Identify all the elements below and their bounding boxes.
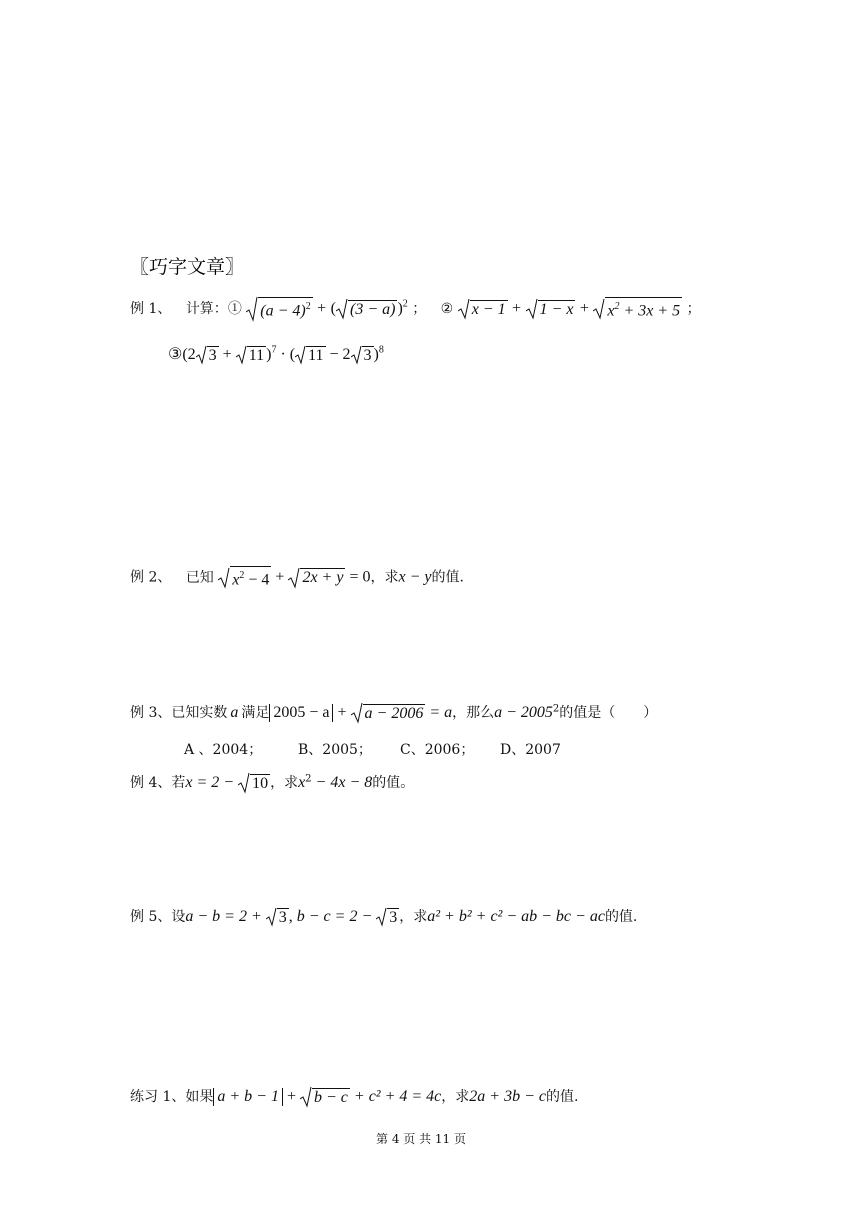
sqrt-sign (458, 298, 470, 320)
item-3-marker: ③ (168, 346, 183, 363)
choice-a: A 、2004； (184, 742, 263, 758)
example-5-label: 例 5、 (130, 909, 172, 925)
example-3: 例 3、已知实数 a 满足 2005 − a + a − 2006 = a，那么$a - 2005^2$的值是（ ） (130, 703, 658, 722)
practice-1-label: 练习 1、 (130, 1089, 186, 1105)
item-2-marker: ② (440, 301, 454, 317)
page-footer: 第 4 页 共 11 页 (376, 1132, 466, 1146)
choice-d: D、2007 (500, 742, 561, 758)
choice-b: B、2005； (298, 742, 372, 758)
radicand: x − 1 (471, 300, 506, 318)
practice-1: 练习 1、如果 a + b − 1 + b − c + c² + 4 = 4c，求2a + 3b − c的值. (130, 1088, 579, 1106)
example-1-part-3: ③(2 3 + 11 )$^7$ · ( 11 − 2 3 )$^8$ (168, 344, 384, 364)
radicand: $(a - 4)^2$ (258, 297, 312, 320)
sqrt-sign (246, 296, 258, 322)
choice-c: C、2006； (400, 742, 475, 758)
example-4: 例 4、若x = 2 − 10 ，求$x^2 - 4x - 8$的值。 (130, 773, 415, 792)
section-title: 〖巧字文章〗 (130, 256, 245, 278)
absolute-value: a + b − 1 (213, 1088, 283, 1106)
example-1-verb: 计算： (185, 301, 228, 317)
example-2-label: 例 2、 (130, 569, 172, 586)
sqrt-sign (526, 298, 538, 320)
example-3-label: 例 3、 (130, 705, 172, 721)
example-5: 例 5、设a − b = 2 + 3 , b − c = 2 − 3 ，求a² + b² + c² − ab − bc − ac的值. (130, 908, 638, 926)
example-2: 例 2、 已知 $x^2 - 4 + 2x + y = 0$，求x − y的值. (130, 566, 464, 589)
item-1-marker: ① (227, 301, 242, 317)
example-4-label: 例 4、 (130, 775, 172, 791)
example-1-label: 例 1、 (130, 301, 172, 317)
absolute-value: 2005 − a (269, 704, 333, 722)
radicand: $x^2 + 3x + 5$ (605, 297, 682, 320)
term-b: ( (3 − a) )$^2$ (330, 298, 408, 318)
example-1: 例 1、 计算：① $(a - 4)^2$ + ( (3 − a) )$^2$ ； ② $x - 1 + 1 - x + x^2 + 3x + 5$ ； (130, 296, 701, 322)
radicand: 1 − x (539, 300, 574, 318)
sqrt-sign (593, 298, 605, 320)
